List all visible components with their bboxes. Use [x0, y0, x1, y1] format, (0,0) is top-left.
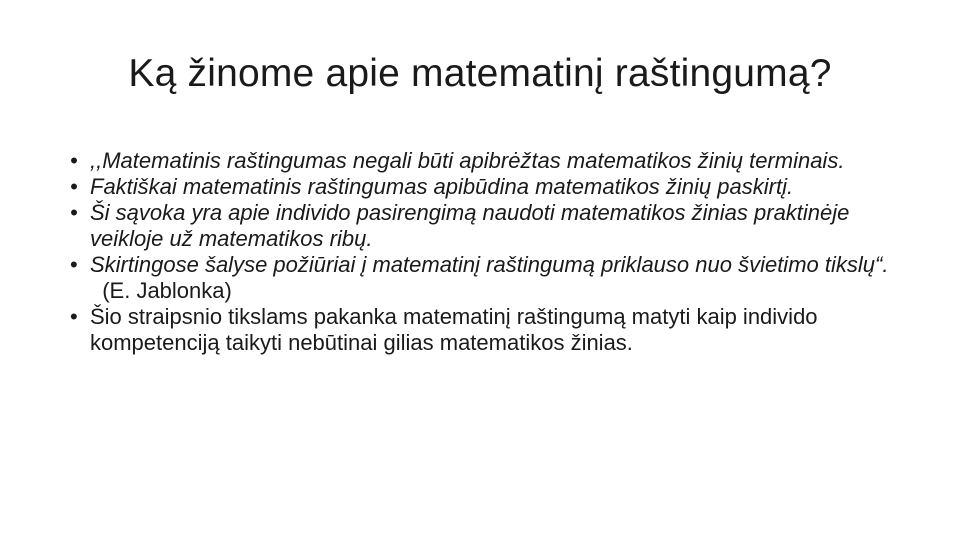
slide-title: Ką žinome apie matematinį raštingumą?	[128, 52, 832, 95]
bullet-item-4-quote: Skirtingose šalyse požiūriai į matematinį raštingumą priklauso nuo švietimo tikslų“.	[90, 252, 889, 277]
bullet-list	[70, 148, 890, 356]
bullet-item-1: • ,,Matematinis raštingumas negali būti apibrėžtas matematikos žinių terminais.	[70, 148, 890, 174]
bullet-item-4-citation: (E. Jablonka)	[90, 278, 232, 303]
bullet-item-2: • Faktiškai matematinis raštingumas apibūdina matematikos žinių paskirtį.	[70, 174, 890, 200]
bullet-item-3: • Ši sąvoka yra apie individo pasirengimą naudoti matematikos žinias praktinėje veikloje už matematikos ribų.	[70, 200, 890, 252]
bullet-item-5: • Šio straipsnio tikslams pakanka matematinį raštingumą matyti kaip individo kompetenciją taikyti nebūtinai gilias matematikos žinias.	[70, 304, 890, 356]
bullet-item-4	[70, 252, 890, 304]
